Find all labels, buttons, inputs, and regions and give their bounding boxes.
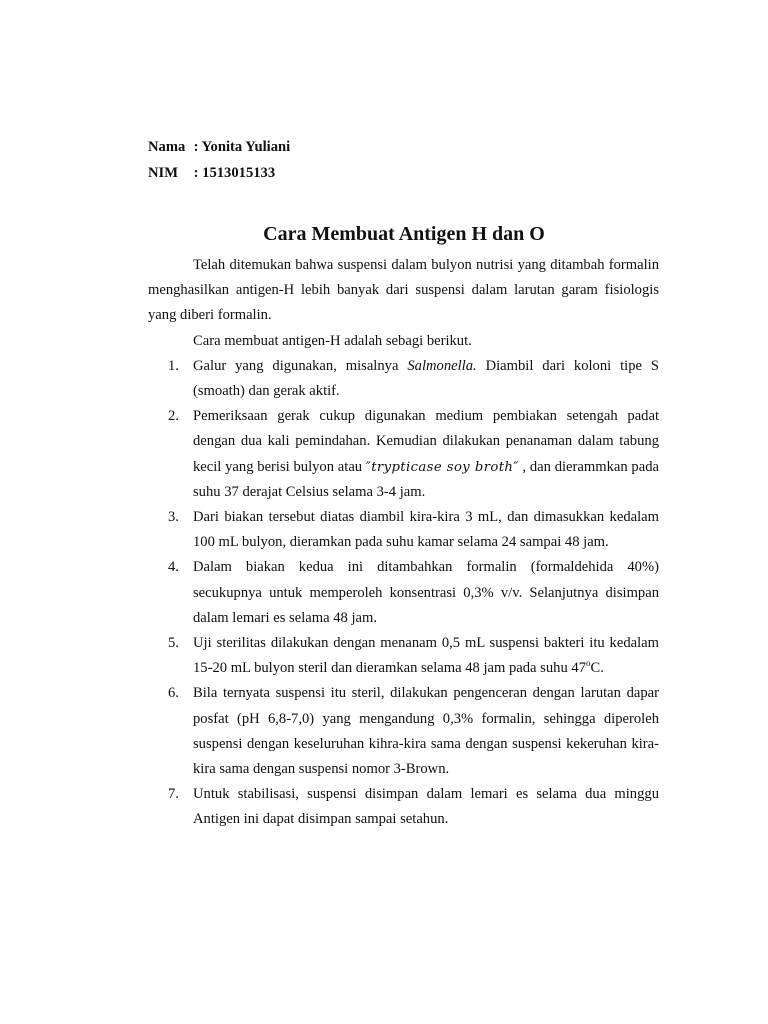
list-item [148, 404, 659, 505]
list-number: 4. [168, 559, 179, 576]
list-number: 2. [168, 408, 179, 425]
name-row [148, 137, 290, 163]
degree-superscript: o [586, 658, 591, 669]
lead-paragraph: Cara membuat antigen-H adalah sebagi berikut. [193, 332, 472, 349]
step-text: Uji sterilitas dilakukan dengan menanam 0,5 mL suspensi bakteri itu kedalam 15-20 mL bulyon steril dan dieramkan selama 48 jam pada suhu 47 [193, 635, 659, 677]
organism-name: Salmonella. [407, 357, 477, 374]
identity-block [148, 137, 290, 189]
steps-list [148, 354, 659, 833]
list-number: 7. [168, 786, 179, 803]
list-item [148, 681, 659, 782]
document-body [148, 253, 659, 833]
medium-name: ″trypticase soy broth″ [365, 459, 519, 475]
intro-paragraph: Telah ditemukan bahwa suspensi dalam bulyon nutrisi yang ditambah formalin menghasilkan antigen-H lebih banyak dari suspensi dalam larutan garam fisiologis yang diberi formalin. [148, 257, 659, 324]
document-title: Cara Membuat Antigen H dan O [263, 223, 545, 245]
list-item [148, 354, 659, 404]
nim-value: : 1513015133 [193, 165, 276, 181]
list-item [148, 505, 659, 555]
list-number: 3. [168, 509, 179, 526]
list-item [148, 631, 659, 681]
name-value: : Yonita Yuliani [193, 139, 291, 155]
list-number: 5. [168, 635, 179, 652]
list-item [148, 782, 659, 832]
step-text-cont: , dan dierammkan pada suhu 37 derajat Celsius selama 3-4 jam. [193, 458, 659, 500]
step-text: Untuk stabilisasi, suspensi disimpan dalam lemari es selama dua minggu Antigen ini dapat disimpan sampai setahun. [193, 786, 659, 828]
step-text-cont: Diambil dari koloni tipe S (smoath) dan gerak aktif. [193, 357, 659, 400]
name-label: Nama [148, 139, 186, 155]
step-text: Dari biakan tersebut diatas diambil kira-kira 3 mL, dan dimasukkan kedalam 100 mL bulyon, dieramkan pada suhu kamar selama 24 sampai 48 jam. [193, 509, 659, 551]
step-text: Pemeriksaan gerak cukup digunakan medium pembiakan setengah padat dengan dua kali pemindahan. Kemudian dilakukan penanaman dalam tabung kecil yang berisi bulyon atau [193, 408, 659, 475]
step-text: Dalam biakan kedua ini ditambahkan formalin (formaldehida 40%) secukupnya untuk memperoleh konsentrasi 0,3% v/v. Selanjutnya disimpan dalam lemari es selama 48 jam. [193, 559, 659, 626]
step-text-cont: C. [590, 660, 604, 677]
step-text: Galur yang digunakan, misalnya [193, 357, 408, 374]
list-item [148, 555, 659, 631]
nim-label: NIM [148, 165, 178, 181]
step-text: Bila ternyata suspensi itu steril, dilakukan pengenceran dengan larutan dapar posfat (pH 6,8-7,0) yang mengandung 0,3% formalin, sehingga diperoleh suspensi dengan keseluruhan kihra-kira sama dengan suspensi kekeruhan kira-kira sama dengan suspensi nomor 3-Brown. [193, 685, 659, 778]
list-number: 1. [168, 357, 179, 374]
list-number: 6. [168, 685, 179, 702]
nim-row [148, 163, 290, 189]
